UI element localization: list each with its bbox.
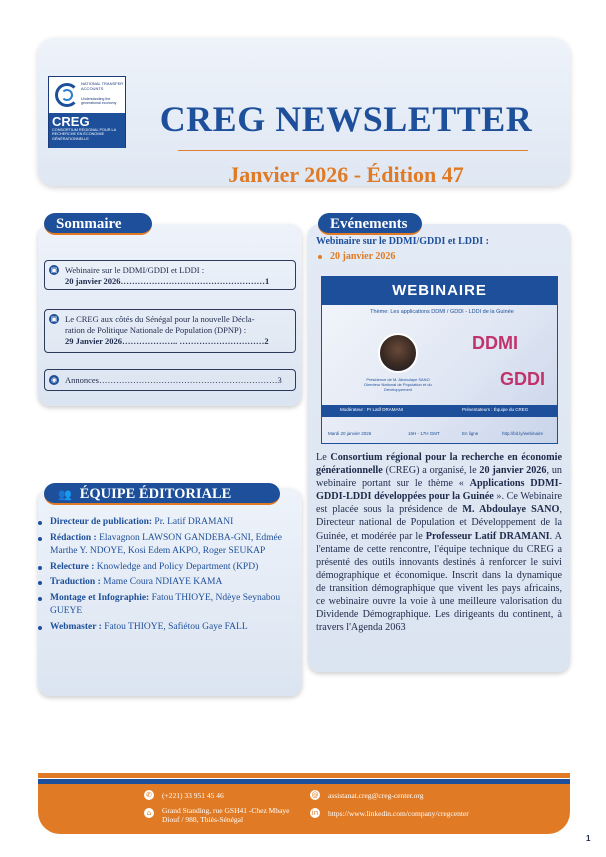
body-text-part: , un webinaire portant sur le thème « (316, 465, 563, 490)
event-title: Webinaire sur le DDMI/GDDI et LDDI : (316, 236, 489, 247)
footer-stripe-orange (38, 773, 570, 778)
toc-item-2-title-cont: ration de Politique Nationale de Population (DPNP) : (65, 325, 247, 335)
body-text-bold: Professeur Latif DRAMANI (425, 530, 550, 542)
event-body-text (316, 451, 562, 634)
toc-item-3-title: Annonces………………………………………………………3 (65, 375, 282, 385)
logo-tagline: NATIONAL TRANSFER ACCOUNTS (81, 81, 124, 91)
footer-email[interactable]: assistanat.creg@creg-center.org (328, 791, 424, 800)
page-number: 1 (586, 834, 591, 843)
body-text-bold: 20 janvier 2026 (479, 465, 547, 477)
announcement-icon: ◉ (50, 376, 58, 384)
team-role: Directeur de publication: (50, 517, 153, 527)
newsletter-title: CREG NEWSLETTER (159, 99, 533, 139)
flyer-link: http://bit.ly/webinaire (502, 431, 544, 436)
toc-item-1-title: Webinaire sur le DDMI/GDDI et LDDI : (65, 265, 205, 275)
ddmi-logo: DDMI (472, 333, 518, 353)
flyer-moderator: Modérateur : Pr Latif DRAMANI (340, 407, 404, 412)
team-member (50, 592, 290, 619)
team-names: Elavagnon LAWSON GANDEBA-GNI, Edmée Marthe Y. NDOYE, Kosi Edem AKPO, Roger SEUKAP (50, 532, 282, 556)
team-names: Mame Coura NDIAYE KAMA (100, 577, 223, 587)
team-role: Relecture : (50, 561, 95, 572)
flyer-info-band (322, 427, 557, 441)
webinar-flyer (321, 276, 558, 444)
equipe-tab (44, 483, 280, 505)
flyer-heading: WEBINAIRE (392, 282, 487, 299)
toc-item-3[interactable] (44, 369, 296, 391)
footer-phone[interactable]: (+221) 33 951 45 46 (162, 791, 224, 800)
title-divider (178, 150, 528, 151)
body-text-bold: Applications DDMI-GDDI-LDDI développées pour la Guinée (316, 478, 562, 503)
sommaire-tab: Sommaire (44, 213, 152, 235)
body-text-part: ». Ce Webinaire est placée sous la présidence de (316, 491, 562, 516)
team-names: Knowledge and Policy Department (KPD) (94, 561, 259, 572)
team-member (50, 532, 290, 559)
logo-description: CONSORTIUM RÉGIONAL POUR LA RECHERCHE EN ÉCONOMIE GÉNÉRATIONNELLE (52, 128, 116, 141)
team-member (50, 621, 290, 635)
flyer-time: 16H - 17H GMT (408, 431, 440, 436)
body-text-part: . A l'entame de cette rencontre, l'équipe technique du CREG a présenté des outils innovants destinés à renforcer le suivi démographique et économique. Inscrit dans la dynamique de transition démographique que vivent les pays africains, ce webinaire ouvre la voie à une meilleure valorisation du Dividende Démographique. Les dirigeants du continent, à travers l'Agenda 2063 (316, 530, 562, 634)
team-names: Pr. Latif DRAMANI (152, 517, 234, 527)
footer-linkedin[interactable]: https://www.linkedin.com/company/cregcenter (328, 809, 469, 818)
body-text-part: Le (316, 452, 331, 463)
creg-logo (48, 76, 126, 148)
flyer-date: Mardi 20 janvier 2026 (328, 431, 372, 436)
flyer-mode: En ligne (462, 431, 479, 436)
team-role: Traduction : (50, 577, 101, 587)
team-role: Rédaction : (50, 532, 97, 543)
linkedin-icon: in (311, 809, 319, 817)
body-text-part: (CREG) a organisé, le (382, 465, 480, 477)
toc-item-2-page: 29 Janvier 2026……………….. …………………………2 (65, 336, 269, 346)
toc-item-2[interactable] (44, 309, 296, 353)
calendar-icon: ▣ (50, 315, 58, 323)
team-names: Fatou THIOYE, Ndèye Seynabou GUEYE (50, 592, 281, 616)
toc-item-1[interactable] (44, 260, 296, 290)
body-text-bold: M. Abdoulaye SANO (462, 504, 560, 516)
body-text-part: , Directeur national de Population et Développement de la Guinée, et modérée par le (316, 504, 562, 542)
team-icon: 👥 (58, 488, 72, 501)
footer (38, 784, 570, 834)
bullet-icon (318, 255, 322, 259)
location-icon: ⌂ (144, 808, 154, 818)
flyer-moderator-band (322, 405, 557, 417)
logo-name: CREG (52, 114, 90, 129)
swirl-inner-icon (61, 89, 73, 101)
team-role: Montage et Infographie: (50, 592, 150, 603)
gddi-logo: GDDI (500, 369, 545, 389)
evenements-tab: Evénements (318, 213, 422, 235)
equipe-title: ÉQUIPE ÉDITORIALE (79, 486, 232, 502)
team-names: Fatou THIOYE, Safiétou Gaye FALL (101, 621, 248, 632)
email-icon: @ (311, 791, 319, 799)
phone-icon: ✆ (144, 790, 154, 800)
flyer-presenters: Présentateurs : Équipe du CREG (462, 407, 529, 412)
team-member (50, 516, 290, 530)
team-member (50, 561, 290, 575)
calendar-icon: ▣ (50, 266, 58, 274)
edition-label: Janvier 2026 - Édition 47 (228, 162, 464, 187)
toc-item-1-page: 20 janvier 2026……………………………………………1 (65, 276, 270, 286)
team-role: Webmaster : (50, 621, 102, 632)
logo-subtitle: Understanding the generational economy (81, 97, 117, 105)
team-list (50, 516, 290, 636)
team-member (50, 576, 290, 590)
speaker-photo (378, 333, 418, 373)
body-text-bold: Consortium régional pour la recherche en économie générationnelle (316, 452, 562, 477)
event-date: 20 janvier 2026 (330, 251, 396, 262)
flyer-speaker: Présidence de M. Abdoulaye SANO Directeur National de Population et du Développement (364, 377, 432, 392)
flyer-theme: Thème: Les applications DDMI / GDDI - LDDI de la Guinée (370, 309, 514, 315)
toc-item-2-title: Le CREG aux côtés du Sénégal pour la nouvelle Décla- (65, 314, 255, 324)
footer-address: Grand Standing, rue GSH41 -Chez Mbaye Diouf / 988, Thiès-Sénégal (162, 806, 290, 824)
newsletter-header (38, 38, 570, 186)
